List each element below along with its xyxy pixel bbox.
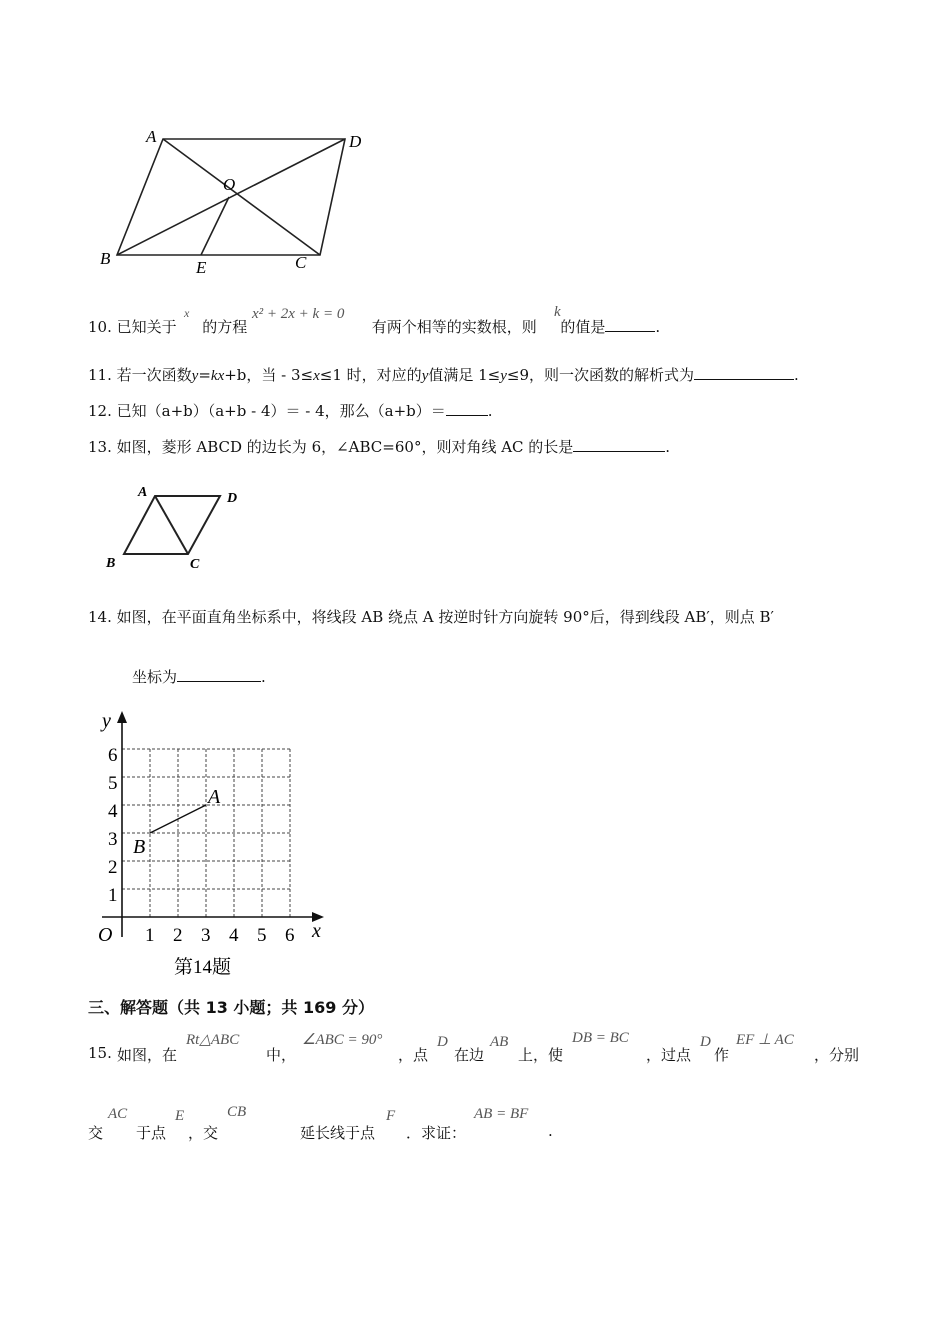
point-A-label: A [208,786,221,808]
answer-blank[interactable] [177,667,261,682]
math-E: E [175,1108,185,1124]
label-A: A [146,127,157,146]
figure-coordinate-grid [90,705,340,985]
label-E: E [196,258,207,277]
answer-blank[interactable] [694,365,794,380]
y-tick: 1 [108,885,118,906]
math-x: x [184,306,190,320]
math-F: F [386,1108,396,1124]
math-triangle: Rt△ABC [186,1032,240,1048]
y-axis-label: y [102,710,111,732]
math-AB-BF: AB = BF [474,1106,529,1122]
math-equation: x² + 2x + k = 0 [252,306,345,322]
label-B: B [106,556,116,571]
label-C: C [190,557,200,572]
answer-blank[interactable] [605,317,655,332]
label-D: D [349,132,362,151]
math-AC: AC [108,1106,128,1122]
x-tick: 6 [285,925,295,946]
label-B: B [100,249,111,268]
math-AB: AB [490,1034,509,1050]
origin-label: O [98,924,113,946]
answer-blank[interactable] [573,437,665,452]
figure-parallelogram [90,120,380,280]
label-A: A [138,485,148,500]
x-tick: 2 [173,925,183,946]
question-11: 11. 若一次函数y=kx+b，当 - 3≤x≤1 时，对应的y值满足 1≤y≤9，则一次函数的解析式为 . [88,366,799,384]
math-D2: D [700,1034,711,1050]
math-angle: ∠ABC = 90° [302,1032,383,1048]
label-D: D [227,491,238,506]
question-13: 13. 如图，菱形 ABCD 的边长为 6，∠ABC=60°，则对角线 AC 的长是 . [88,438,671,456]
y-tick: 3 [108,829,118,850]
math-D: D [437,1034,448,1050]
x-tick: 4 [229,925,239,946]
question-12: 12. 已知（a+b）（a+b - 4）＝ - 4，那么（a+b）＝ . [88,402,493,420]
x-axis-label: x [312,920,321,942]
math-DB-BC: DB = BC [572,1030,629,1046]
y-tick: 2 [108,857,118,878]
figure-caption: 第14题 [174,957,232,978]
label-C: C [295,253,307,272]
x-tick: 3 [201,925,211,946]
y-tick: 4 [108,801,118,822]
x-tick: 1 [145,925,155,946]
point-B-label: B [133,836,146,858]
x-tick: 5 [257,925,267,946]
answer-blank[interactable] [446,401,488,416]
math-EF-perp-AC: EF ⊥ AC [736,1032,794,1048]
label-O: O [223,175,236,194]
y-tick: 6 [108,745,118,766]
question-10: 10. 已知关于 的方程 有两个相等的实数根，则 的值是 . [88,318,661,336]
section-title: 三、解答题（共 13 小题；共 169 分） [88,998,374,1017]
question-14: 14. 如图，在平面直角坐标系中，将线段 AB 绕点 A 按逆时针方向旋转 90°后，得到线段 AB′，则点 B′ [88,608,774,626]
y-tick: 5 [108,773,118,794]
math-k: k [554,304,561,320]
question-14-line2: 坐标为 . [132,668,266,686]
math-CB: CB [227,1104,247,1120]
figure-rhombus [100,480,260,575]
